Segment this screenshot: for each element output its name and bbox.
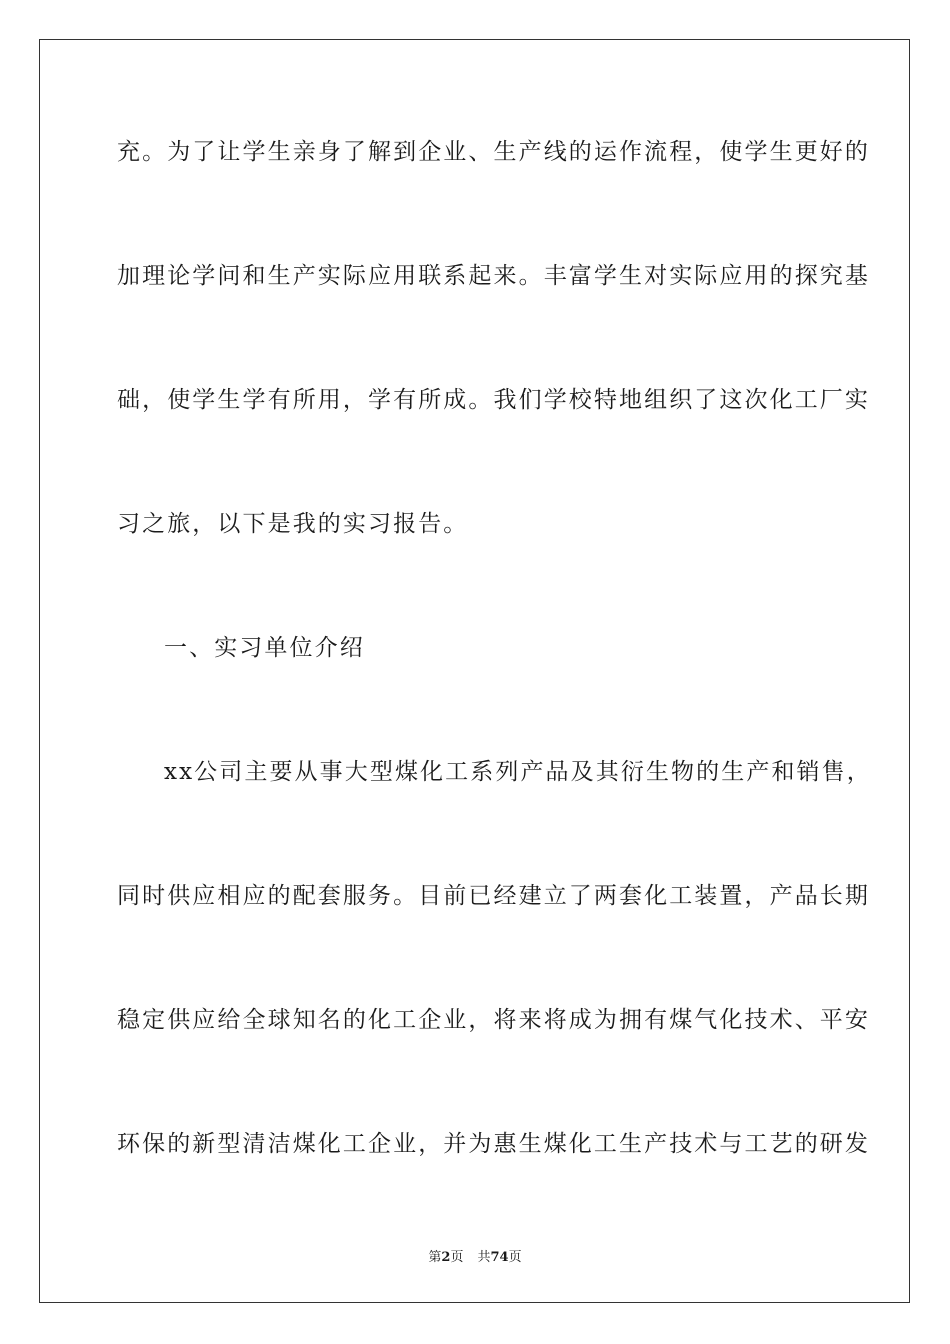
page-prefix: 第 — [428, 1250, 442, 1265]
body-line-9: 环保的新型清洁煤化工企业，并为惠生煤化工生产技术与工艺的研发 — [117, 1131, 870, 1157]
body-line-4: 习之旅，以下是我的实习报告。 — [117, 511, 469, 537]
body-line-6: xx公司主要从事大型煤化工系列产品及其衍生物的生产和销售， — [164, 759, 872, 785]
body-line-1: 充。为了让学生亲身了解到企业、生产线的运作流程，使学生更好的 — [117, 139, 870, 165]
page-suffix: 页 — [450, 1250, 464, 1265]
body-line-8: 稳定供应给全球知名的化工企业，将来将成为拥有煤气化技术、平安 — [117, 1007, 870, 1033]
total-suffix: 页 — [508, 1250, 522, 1265]
page-footer — [0, 1246, 950, 1265]
body-line-3: 础，使学生学有所用，学有所成。我们学校特地组织了这次化工厂实 — [117, 387, 870, 413]
total-prefix: 共 — [477, 1250, 491, 1265]
body-line-2: 加理论学问和生产实际应用联系起来。丰富学生对实际应用的探究基 — [117, 263, 870, 289]
total-pages: 74 — [490, 1250, 509, 1265]
page-border — [39, 39, 910, 1303]
page-number: 2 — [441, 1250, 451, 1265]
section-heading: 一、实习单位介绍 — [164, 635, 365, 661]
body-line-7: 同时供应相应的配套服务。目前已经建立了两套化工装置，产品长期 — [117, 883, 870, 909]
